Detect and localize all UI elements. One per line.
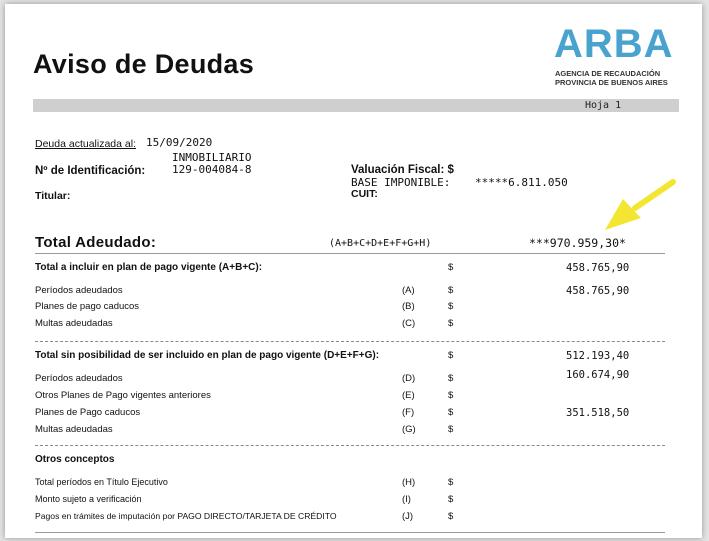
section-heading: Otros conceptos — [35, 454, 115, 465]
row-code: (B) — [402, 301, 415, 312]
id-label: Nº de Identificación: — [35, 165, 146, 177]
row-code: (E) — [402, 390, 415, 401]
fiscal-valuation-label: Valuación Fiscal: $ — [351, 164, 454, 176]
section-amount: 458.765,90 — [566, 262, 630, 274]
row-code: (F) — [402, 407, 415, 418]
updated-date: 15/09/2020 — [146, 136, 213, 149]
currency-symbol: $ — [448, 262, 454, 273]
currency-symbol: $ — [448, 301, 454, 312]
row-label: Multas adeudadas — [35, 318, 113, 329]
page-number: Hoja 1 — [585, 100, 622, 111]
arba-logo: ARBA — [554, 22, 674, 66]
yellow-arrow-icon — [5, 4, 702, 538]
total-due-value: ***970.959,30* — [529, 236, 626, 250]
holder-label: Titular: — [35, 190, 71, 202]
row-amount: 160.674,90 — [566, 369, 630, 381]
row-label: Planes de pago caducos — [35, 301, 140, 312]
row-code: (D) — [402, 373, 416, 384]
currency-symbol: $ — [448, 511, 454, 522]
logo-subtitle-line-1: AGENCIA DE RECAUDACIÓN — [555, 69, 661, 78]
row-code: (A) — [402, 285, 415, 296]
base-imponible-value: *****6.811.050 — [475, 176, 568, 189]
currency-symbol: $ — [448, 285, 454, 296]
row-label: Pagos en trámites de imputación por PAGO DIRECTO/TARJETA DE CRÉDITO — [35, 511, 337, 521]
section-amount: 512.193,40 — [566, 350, 630, 362]
row-label: Total períodos en Título Ejecutivo — [35, 477, 168, 487]
page-title: Aviso de Deudas — [33, 49, 255, 79]
row-label: Otros Planes de Pago vigentes anteriores — [35, 390, 211, 401]
id-type: INMOBILIARIO — [172, 151, 252, 164]
currency-symbol: $ — [448, 318, 454, 329]
cuit-label: CUIT: — [351, 188, 378, 200]
row-label: Planes de Pago caducos — [35, 407, 141, 418]
currency-symbol: $ — [448, 477, 454, 488]
row-code: (G) — [402, 424, 416, 435]
row-label: Multas adeudadas — [35, 424, 113, 435]
row-amount: 458.765,90 — [566, 285, 630, 297]
row-label: Períodos adeudados — [35, 285, 123, 296]
row-label: Monto sujeto a verificación — [35, 494, 142, 504]
currency-symbol: $ — [448, 407, 454, 418]
currency-symbol: $ — [448, 390, 454, 401]
row-label: Períodos adeudados — [35, 373, 123, 384]
logo-subtitle-line-2: PROVINCIA DE BUENOS AIRES — [555, 78, 668, 87]
total-due-label: Total Adeudado: — [35, 234, 157, 251]
total-formula: (A+B+C+D+E+F+G+H) — [329, 238, 432, 249]
row-code: (J) — [402, 511, 414, 522]
currency-symbol: $ — [448, 424, 454, 435]
debt-notice-document — [5, 4, 702, 538]
row-code: (C) — [402, 318, 416, 329]
updated-label: Deuda actualizada al: — [35, 138, 136, 150]
currency-symbol: $ — [448, 350, 454, 361]
section-heading: Total sin posibilidad de ser incluido en plan de pago vigente (D+E+F+G): — [35, 350, 380, 361]
currency-symbol: $ — [448, 494, 454, 505]
currency-symbol: $ — [448, 373, 454, 384]
base-imponible-label: BASE IMPONIBLE: — [351, 176, 451, 189]
row-code: (I) — [402, 494, 411, 505]
row-code: (H) — [402, 477, 416, 488]
row-amount: 351.518,50 — [566, 407, 630, 419]
section-heading: Total a incluir en plan de pago vigente (A+B+C): — [35, 262, 263, 273]
id-value: 129-004084-8 — [172, 163, 252, 176]
